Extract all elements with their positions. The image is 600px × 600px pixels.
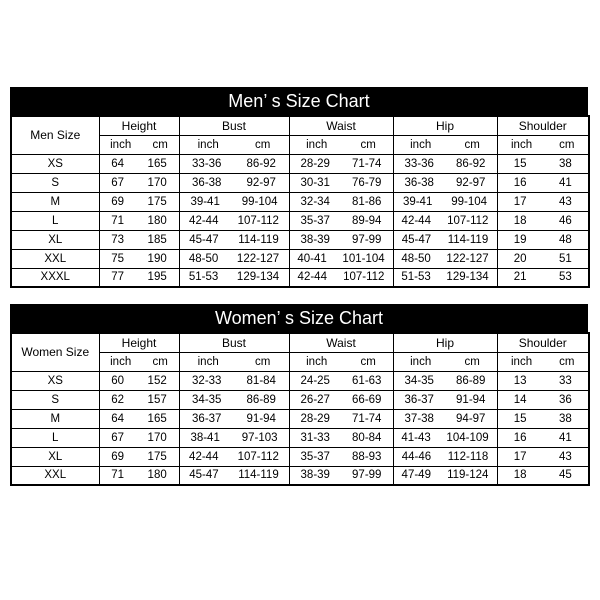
value-cm: 91-94 — [456, 393, 486, 406]
measure-cell — [179, 192, 289, 211]
measure-cell — [393, 268, 497, 287]
value-inch: 36-37 — [192, 412, 222, 425]
value-cm: 88-93 — [352, 450, 382, 463]
value-inch: 28-29 — [300, 157, 330, 170]
measure-cell — [179, 154, 289, 173]
unit-inch: inch — [410, 138, 432, 151]
value-cm: 38 — [558, 412, 572, 425]
unit-inch: inch — [306, 355, 328, 368]
measure-cell — [99, 371, 179, 390]
measure-cell — [179, 268, 289, 287]
units-cell — [497, 352, 589, 371]
value-inch: 42-44 — [189, 450, 219, 463]
value-inch: 45-47 — [189, 233, 219, 246]
value-cm: 89-94 — [352, 214, 382, 227]
unit-cm: cm — [255, 138, 271, 151]
measure-cell — [179, 409, 289, 428]
measure-cell — [393, 230, 497, 249]
value-inch: 18 — [513, 469, 527, 482]
value-inch: 19 — [513, 233, 527, 246]
measure-cell — [289, 268, 393, 287]
value-cm: 99-104 — [451, 195, 488, 208]
value-inch: 71 — [111, 214, 125, 227]
table-row — [11, 154, 589, 173]
measure-header: Height — [99, 333, 179, 352]
value-inch: 62 — [111, 393, 125, 406]
value-cm: 43 — [558, 450, 572, 463]
measure-cell — [99, 409, 179, 428]
measure-cell — [289, 466, 393, 485]
value-inch: 60 — [111, 374, 125, 387]
measure-cell — [393, 371, 497, 390]
measure-cell — [99, 249, 179, 268]
measure-cell — [497, 249, 589, 268]
measure-header: Hip — [393, 333, 497, 352]
measure-cell — [289, 211, 393, 230]
measure-cell — [99, 192, 179, 211]
value-cm: 190 — [147, 252, 167, 265]
value-inch: 36-38 — [404, 176, 434, 189]
value-cm: 119-124 — [447, 469, 489, 482]
value-inch: 47-49 — [401, 469, 431, 482]
measure-cell — [393, 428, 497, 447]
measure-cell — [99, 390, 179, 409]
value-inch: 37-38 — [404, 412, 434, 425]
unit-cm: cm — [464, 355, 480, 368]
unit-inch: inch — [511, 355, 533, 368]
value-inch: 20 — [513, 252, 527, 265]
table-row — [11, 447, 589, 466]
size-cell: S — [11, 173, 99, 192]
measure-cell — [179, 173, 289, 192]
table-row — [11, 371, 589, 390]
value-inch: 38-39 — [300, 469, 330, 482]
value-cm: 97-103 — [241, 431, 278, 444]
value-inch: 42-44 — [189, 214, 219, 227]
measure-cell — [393, 466, 497, 485]
value-cm: 104-109 — [446, 431, 489, 444]
unit-inch: inch — [410, 355, 432, 368]
table-row — [11, 268, 589, 287]
table-row — [11, 192, 589, 211]
size-cell: XS — [11, 154, 99, 173]
value-cm: 129-134 — [446, 271, 489, 284]
value-inch: 42-44 — [297, 271, 327, 284]
measure-cell — [99, 211, 179, 230]
measure-cell — [393, 390, 497, 409]
value-cm: 81-86 — [352, 195, 382, 208]
value-cm: 43 — [558, 195, 572, 208]
men-size-table — [10, 115, 590, 288]
value-inch: 38-39 — [300, 233, 330, 246]
value-cm: 71-74 — [352, 157, 382, 170]
value-inch: 64 — [111, 157, 125, 170]
value-cm: 81-84 — [246, 374, 276, 387]
value-cm: 80-84 — [352, 431, 382, 444]
value-inch: 73 — [111, 233, 125, 246]
measure-cell — [393, 192, 497, 211]
size-column-header: Men Size — [11, 116, 99, 154]
value-inch: 51-53 — [188, 271, 219, 284]
value-inch: 34-35 — [192, 393, 222, 406]
measure-cell — [179, 371, 289, 390]
measure-cell — [497, 428, 589, 447]
measure-cell — [99, 154, 179, 173]
measure-cell — [497, 192, 589, 211]
measure-cell — [289, 230, 393, 249]
value-cm: 91-94 — [246, 412, 276, 425]
value-inch: 16 — [513, 176, 527, 189]
measure-cell — [99, 230, 179, 249]
value-cm: 107-112 — [237, 450, 279, 463]
measure-cell — [289, 173, 393, 192]
measure-cell — [179, 390, 289, 409]
unit-cm: cm — [360, 138, 376, 151]
table-row — [11, 428, 589, 447]
value-inch: 24-25 — [300, 374, 330, 387]
measure-cell — [497, 211, 589, 230]
measure-cell — [497, 409, 589, 428]
measure-cell — [497, 173, 589, 192]
women-chart-title: Women’ s Size Chart — [10, 304, 588, 332]
value-inch: 30-31 — [300, 176, 330, 189]
unit-inch: inch — [110, 355, 132, 368]
value-inch: 67 — [111, 176, 125, 189]
measure-cell — [497, 447, 589, 466]
measure-cell — [289, 249, 393, 268]
unit-cm: cm — [559, 355, 575, 368]
measure-cell — [289, 192, 393, 211]
size-cell: M — [11, 409, 99, 428]
value-cm: 99-104 — [241, 195, 278, 208]
value-cm: 94-97 — [456, 412, 486, 425]
value-inch: 71 — [111, 469, 125, 482]
unit-inch: inch — [110, 138, 132, 151]
value-cm: 107-112 — [447, 214, 489, 227]
value-cm: 101-104 — [342, 252, 385, 265]
measure-header: Hip — [393, 116, 497, 135]
women-size-table — [10, 332, 590, 486]
value-inch: 32-34 — [300, 195, 330, 208]
value-cm: 51 — [558, 252, 572, 265]
value-cm: 71-74 — [352, 412, 382, 425]
units-cell — [99, 352, 179, 371]
value-inch: 32-33 — [192, 374, 222, 387]
value-inch: 69 — [111, 195, 125, 208]
units-cell — [289, 135, 393, 154]
value-inch: 39-41 — [402, 195, 433, 208]
value-cm: 36 — [558, 393, 572, 406]
measure-cell — [99, 173, 179, 192]
value-cm: 180 — [147, 214, 167, 227]
size-cell: XL — [11, 230, 99, 249]
value-cm: 97-99 — [352, 233, 382, 246]
header-row — [11, 116, 589, 135]
units-cell — [179, 352, 289, 371]
units-cell — [393, 135, 497, 154]
unit-cm: cm — [152, 355, 168, 368]
value-inch: 36-38 — [192, 176, 222, 189]
value-inch: 28-29 — [300, 412, 330, 425]
value-inch: 45-47 — [189, 469, 219, 482]
size-cell: L — [11, 211, 99, 230]
value-cm: 114-119 — [447, 233, 489, 246]
value-inch: 39-41 — [190, 195, 220, 208]
unit-cm: cm — [464, 138, 480, 151]
men-chart-title: Men’ s Size Chart — [10, 87, 588, 115]
units-cell — [393, 352, 497, 371]
unit-inch: inch — [197, 355, 219, 368]
value-cm: 112-118 — [447, 450, 489, 463]
unit-inch: inch — [306, 138, 328, 151]
units-cell — [99, 135, 179, 154]
value-cm: 97-99 — [352, 469, 382, 482]
measure-cell — [99, 466, 179, 485]
mens-size-chart — [10, 87, 588, 288]
measure-cell — [497, 230, 589, 249]
value-inch: 33-36 — [404, 157, 434, 170]
measure-cell — [99, 447, 179, 466]
unit-cm: cm — [255, 355, 271, 368]
value-inch: 77 — [111, 271, 125, 284]
measure-cell — [179, 428, 289, 447]
value-cm: 107-112 — [343, 271, 385, 284]
table-row — [11, 211, 589, 230]
value-inch: 35-37 — [300, 450, 330, 463]
table-row — [11, 249, 589, 268]
value-cm: 107-112 — [237, 214, 279, 227]
value-cm: 86-89 — [246, 393, 276, 406]
unit-cm: cm — [559, 138, 575, 151]
value-inch: 48-50 — [188, 252, 219, 265]
value-cm: 41 — [558, 176, 572, 189]
value-inch: 35-37 — [300, 214, 330, 227]
table-row — [11, 390, 589, 409]
value-inch: 17 — [513, 450, 527, 463]
value-inch: 33-36 — [192, 157, 222, 170]
value-inch: 38-41 — [190, 431, 220, 444]
value-cm: 175 — [147, 195, 167, 208]
measure-cell — [497, 154, 589, 173]
unit-inch: inch — [511, 138, 533, 151]
measure-cell — [393, 154, 497, 173]
measure-header: Waist — [289, 333, 393, 352]
womens-size-chart — [10, 304, 588, 486]
measure-cell — [99, 268, 179, 287]
value-cm: 195 — [147, 271, 167, 284]
value-inch: 41-43 — [401, 431, 431, 444]
measure-cell — [393, 173, 497, 192]
measure-cell — [289, 371, 393, 390]
measure-cell — [393, 249, 497, 268]
value-inch: 64 — [111, 412, 125, 425]
measure-cell — [393, 447, 497, 466]
unit-cm: cm — [360, 355, 376, 368]
measure-header: Shoulder — [497, 116, 589, 135]
table-row — [11, 173, 589, 192]
value-inch: 42-44 — [401, 214, 431, 227]
measure-cell — [497, 371, 589, 390]
value-cm: 92-97 — [456, 176, 486, 189]
value-cm: 33 — [558, 374, 572, 387]
value-inch: 75 — [111, 252, 125, 265]
value-inch: 26-27 — [300, 393, 330, 406]
value-cm: 76-79 — [352, 176, 382, 189]
measure-cell — [289, 390, 393, 409]
value-cm: 61-63 — [352, 374, 382, 387]
size-cell: S — [11, 390, 99, 409]
value-cm: 185 — [147, 233, 167, 246]
value-inch: 13 — [513, 374, 527, 387]
value-inch: 51-53 — [401, 271, 431, 284]
measure-cell — [179, 249, 289, 268]
value-cm: 92-97 — [246, 176, 276, 189]
value-inch: 36-37 — [404, 393, 434, 406]
value-inch: 34-35 — [404, 374, 434, 387]
unit-inch: inch — [197, 138, 219, 151]
measure-cell — [497, 390, 589, 409]
value-inch: 14 — [513, 393, 527, 406]
value-cm: 48 — [558, 233, 572, 246]
value-inch: 45-47 — [401, 233, 432, 246]
value-inch: 67 — [111, 431, 125, 444]
value-inch: 40-41 — [297, 252, 327, 265]
units-cell — [289, 352, 393, 371]
size-column-header: Women Size — [11, 333, 99, 371]
value-cm: 53 — [558, 271, 572, 284]
value-cm: 165 — [147, 412, 167, 425]
header-row — [11, 333, 589, 352]
value-cm: 86-89 — [456, 374, 486, 387]
measure-cell — [99, 428, 179, 447]
size-cell: XXXL — [11, 268, 99, 287]
value-cm: 175 — [147, 450, 167, 463]
value-cm: 66-69 — [352, 393, 382, 406]
table-row — [11, 466, 589, 485]
measure-cell — [179, 466, 289, 485]
value-inch: 18 — [513, 214, 527, 227]
value-inch: 44-46 — [401, 450, 432, 463]
value-cm: 122-127 — [236, 252, 280, 265]
size-cell: XXL — [11, 466, 99, 485]
size-cell: XL — [11, 447, 99, 466]
value-cm: 41 — [558, 431, 572, 444]
value-inch: 21 — [513, 271, 527, 284]
measure-cell — [497, 466, 589, 485]
measure-header: Height — [99, 116, 179, 135]
value-cm: 114-119 — [238, 469, 279, 482]
measure-cell — [497, 268, 589, 287]
value-cm: 38 — [558, 157, 572, 170]
measure-header: Bust — [179, 116, 289, 135]
value-cm: 170 — [147, 431, 167, 444]
units-cell — [497, 135, 589, 154]
value-inch: 69 — [111, 450, 125, 463]
measure-cell — [179, 447, 289, 466]
value-cm: 129-134 — [236, 271, 280, 284]
table-row — [11, 230, 589, 249]
value-cm: 86-92 — [246, 157, 276, 170]
measure-cell — [393, 211, 497, 230]
value-cm: 45 — [558, 469, 572, 482]
measure-header: Bust — [179, 333, 289, 352]
value-cm: 157 — [147, 393, 167, 406]
measure-header: Waist — [289, 116, 393, 135]
value-cm: 46 — [558, 214, 572, 227]
value-inch: 16 — [513, 431, 527, 444]
value-cm: 86-92 — [456, 157, 486, 170]
measure-header: Shoulder — [497, 333, 589, 352]
value-inch: 48-50 — [401, 252, 431, 265]
units-cell — [179, 135, 289, 154]
value-inch: 15 — [513, 157, 527, 170]
value-cm: 152 — [147, 374, 167, 387]
unit-cm: cm — [152, 138, 168, 151]
value-inch: 31-33 — [300, 431, 330, 444]
measure-cell — [179, 211, 289, 230]
measure-cell — [289, 447, 393, 466]
value-cm: 114-119 — [238, 233, 279, 246]
size-cell: M — [11, 192, 99, 211]
value-cm: 180 — [147, 469, 167, 482]
size-cell: XS — [11, 371, 99, 390]
table-row — [11, 409, 589, 428]
measure-cell — [289, 409, 393, 428]
measure-cell — [393, 409, 497, 428]
measure-cell — [289, 428, 393, 447]
size-cell: L — [11, 428, 99, 447]
value-cm: 122-127 — [446, 252, 489, 265]
value-inch: 15 — [513, 412, 527, 425]
size-cell: XXL — [11, 249, 99, 268]
measure-cell — [179, 230, 289, 249]
value-cm: 170 — [147, 176, 167, 189]
value-inch: 17 — [513, 195, 527, 208]
value-cm: 165 — [147, 157, 167, 170]
measure-cell — [289, 154, 393, 173]
